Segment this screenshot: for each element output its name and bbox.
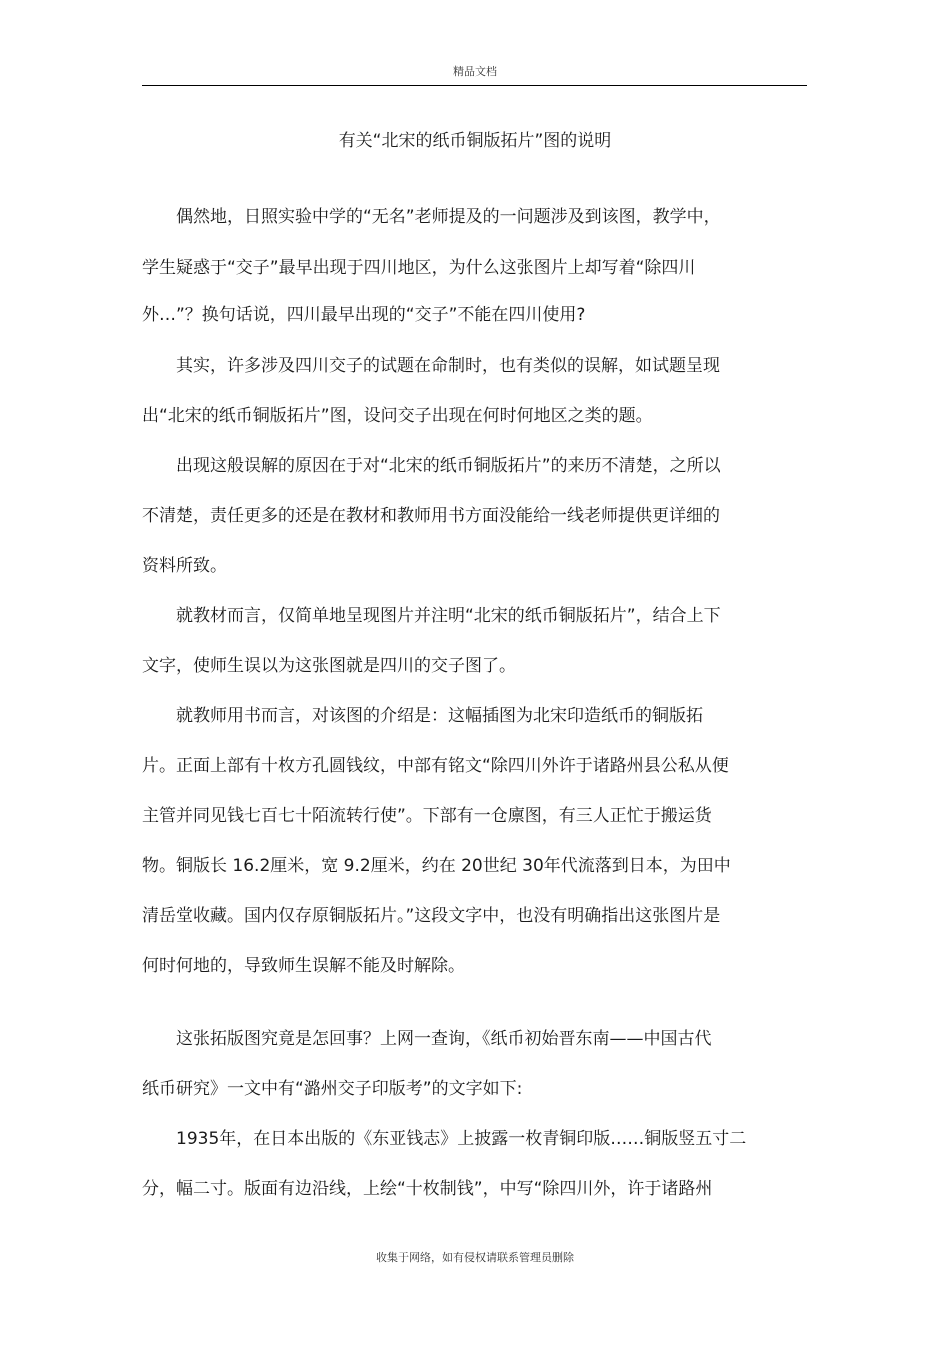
paragraph-line: 文字，使师生误以为这张图就是四川的交子图了。 [142,656,516,676]
paragraph-line: 分，幅二寸。版面有边沿线，上绘“十枚制钱”，中写“除四川外，许于诸路州 [142,1179,713,1199]
paragraph-line: 就教师用书而言，对该图的介绍是：这幅插图为北宋印造纸币的铜版拓 [142,706,703,726]
paragraph-line: 学生疑惑于“交子”最早出现于四川地区，为什么这张图片上却写着“除四川 [142,258,696,278]
paragraph-line: 偶然地，日照实验中学的“无名”老师提及的一问题涉及到该图，教学中， [142,207,721,227]
page-footer: 收集于网络，如有侵权请联系管理员删除 [376,1251,574,1264]
paragraph-line: 清岳堂收藏。国内仅存原铜版拓片。”这段文字中，也没有明确指出这张图片是 [142,906,721,926]
paragraph-line: 片。正面上部有十枚方孔圆钱纹，中部有铭文“除四川外许于诸路州县公私从便 [142,756,729,776]
paragraph-line: 就教材而言，仅简单地呈现图片并注明“北宋的纸币铜版拓片”，结合上下 [142,606,721,626]
page-header: 精品文档 [453,65,497,78]
paragraph-line: 外…”？换句话说，四川最早出现的“交子”不能在四川使用? [142,305,586,325]
document-title: 有关“北宋的纸币铜版拓片”图的说明 [338,131,612,151]
paragraph-line: 主管并同见钱七百七十陌流转行使”。下部有一仓廪图，有三人正忙于搬运货 [142,806,712,826]
paragraph-line: 物。铜版长 16.2厘米，宽 9.2厘米，约在 20世纪 30年代流落到日本，为田中 [142,856,731,876]
paragraph-line: 其实，许多涉及四川交子的试题在命制时，也有类似的误解，如试题呈现 [142,356,720,376]
header-divider [142,85,807,86]
paragraph-line: 纸币研究》一文中有“潞州交子印版考”的文字如下: [142,1079,523,1099]
paragraph-line: 这张拓版图究竟是怎回事？上网一查询，《纸币初始晋东南——中国古代 [142,1029,712,1049]
paragraph-line: 出“北宋的纸币铜版拓片”图，设问交子出现在何时何地区之类的题。 [142,406,653,426]
paragraph-line: 资料所致。 [142,556,227,576]
paragraph-line: 不清楚，责任更多的还是在教材和教师用书方面没能给一线老师提供更详细的 [142,506,720,526]
paragraph-line: 1935年，在日本出版的《东亚钱志》上披露一枚青铜印版……铜版竖五寸二 [142,1129,747,1149]
paragraph-line: 出现这般误解的原因在于对“北宋的纸币铜版拓片”的来历不清楚，之所以 [142,456,721,476]
paragraph-line: 何时何地的，导致师生误解不能及时解除。 [142,956,465,976]
